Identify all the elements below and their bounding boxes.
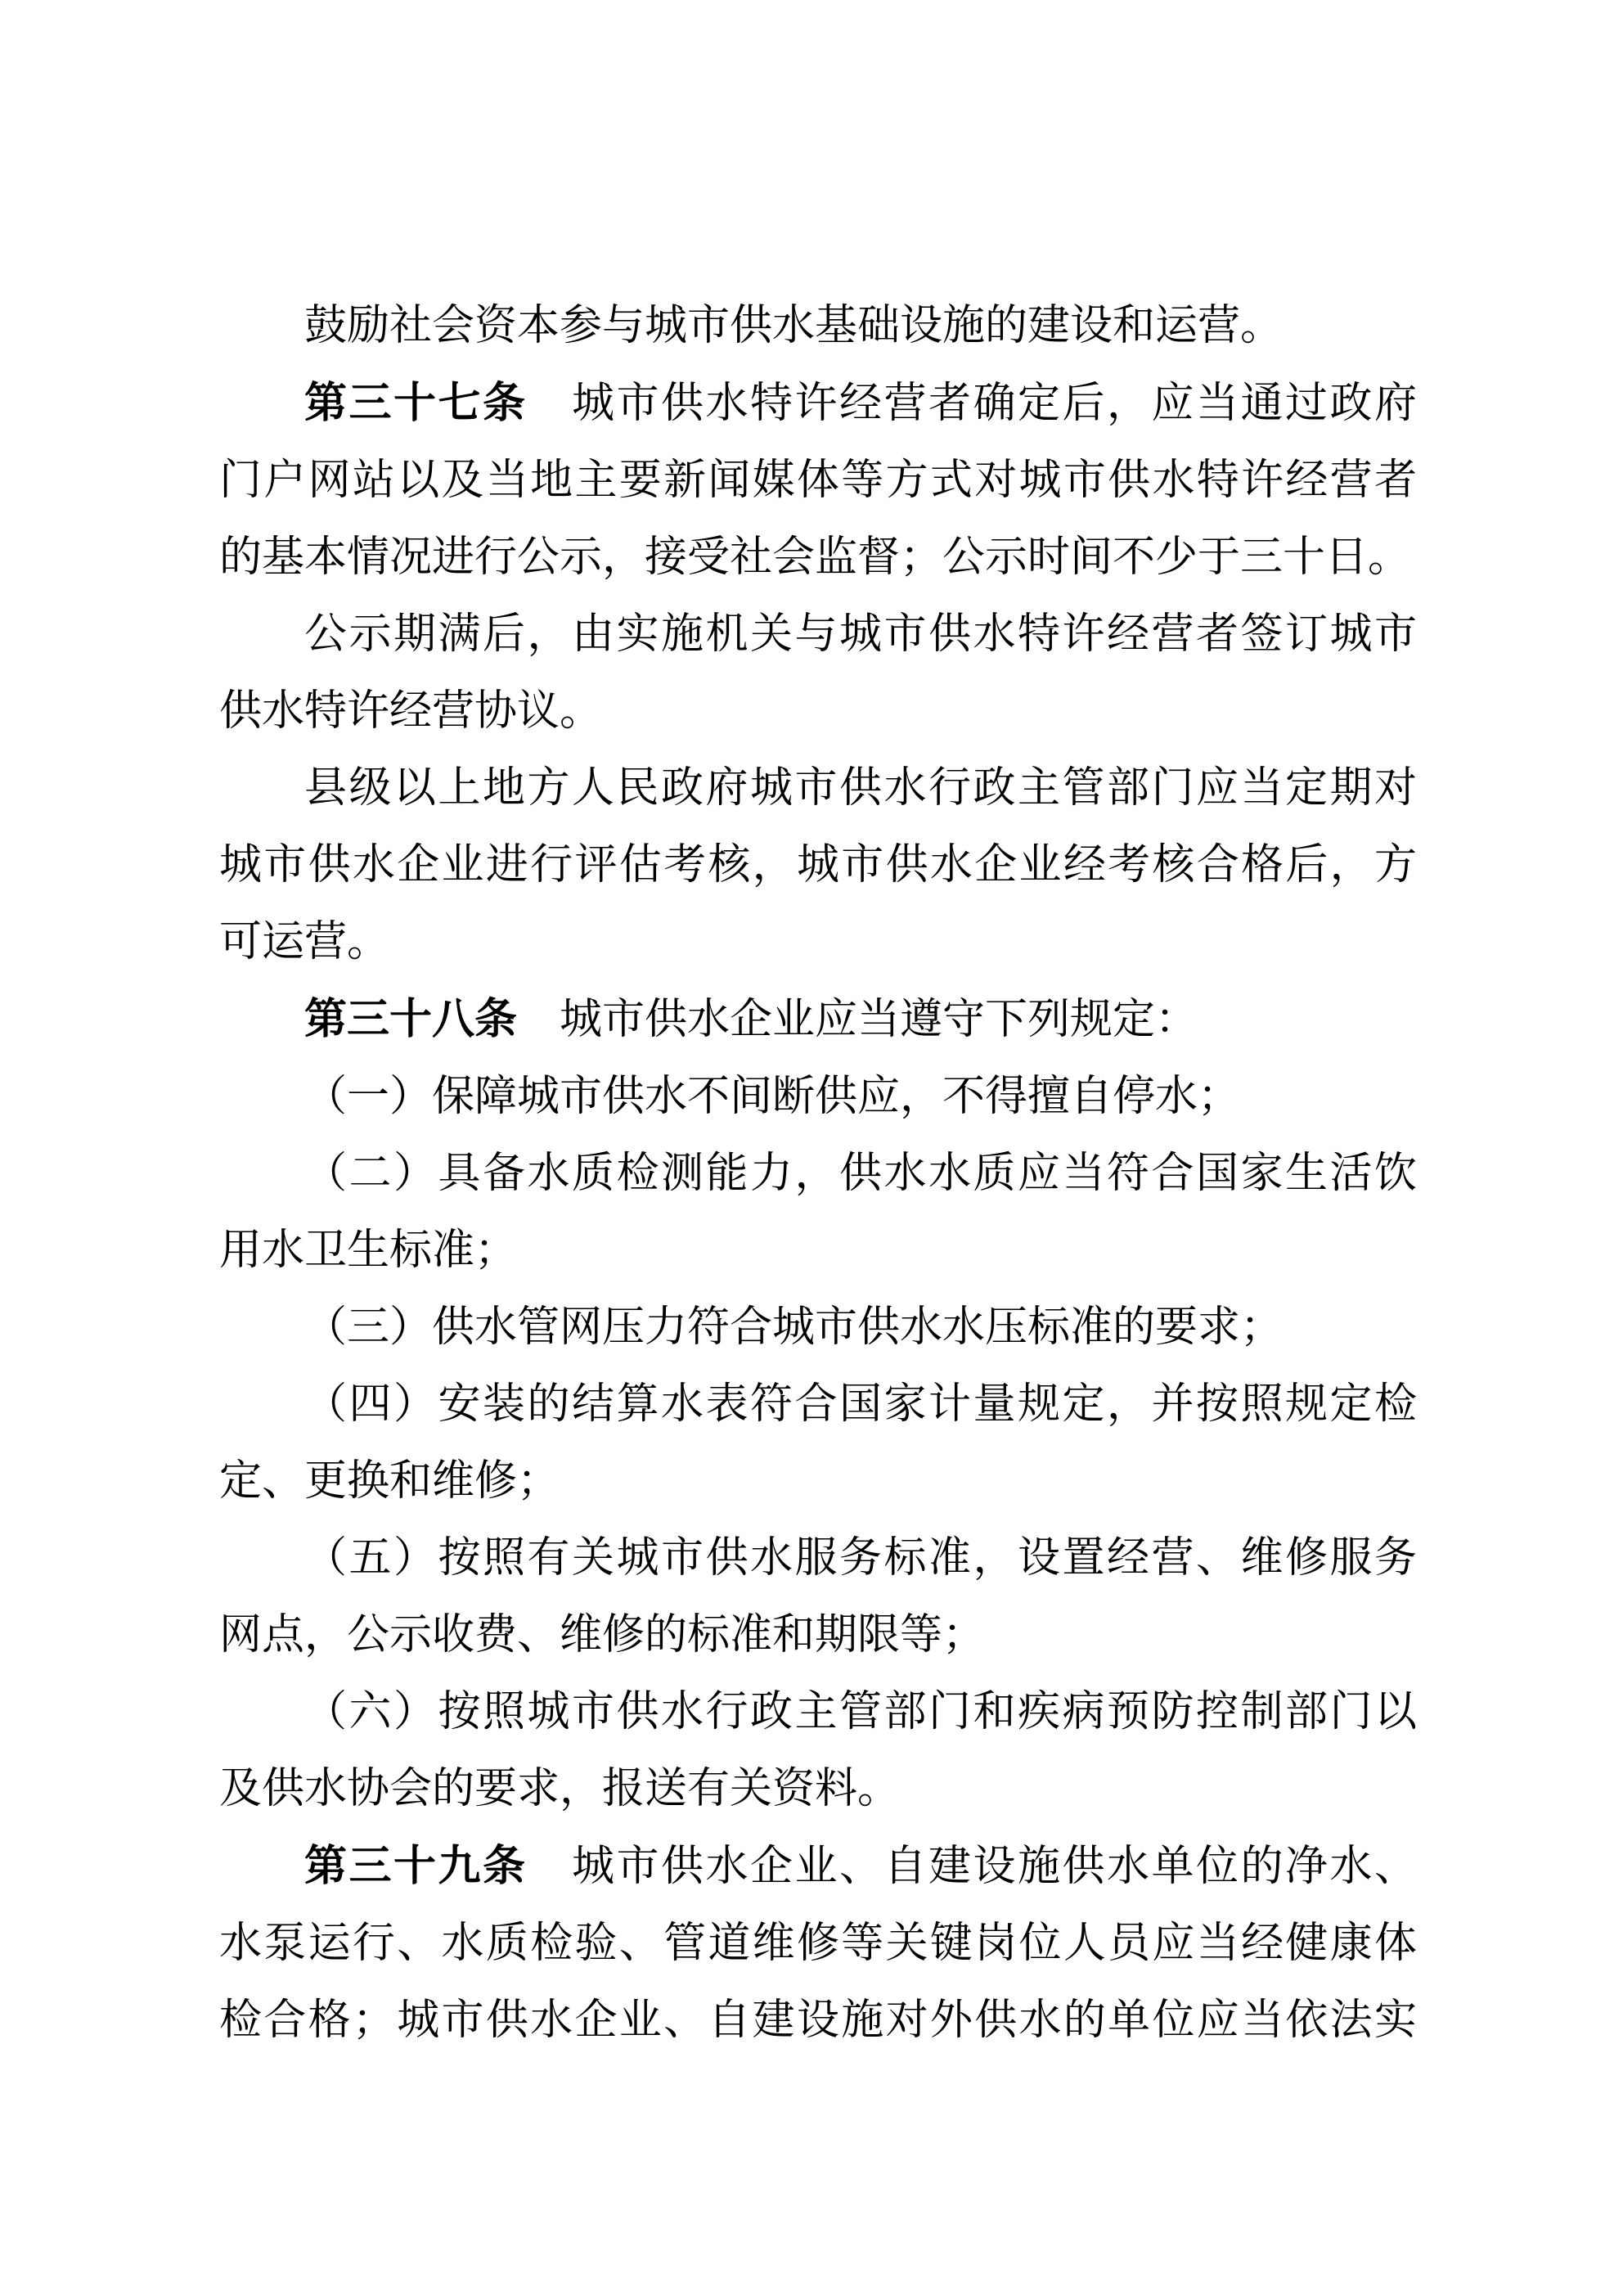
- line-text: 供水特许经营协议。: [219, 688, 603, 735]
- text-line: [219, 1674, 1417, 1751]
- body-paragraph: [219, 750, 1417, 981]
- body-paragraph: [219, 288, 1417, 365]
- text-line: [219, 1443, 1417, 1520]
- text-line: [219, 904, 1417, 981]
- line-text: 门户网站以及当地主要新闻媒体等方式对城市供水特许经营者: [219, 457, 1417, 504]
- line-text: （五）按照有关城市供水服务标准，设置经营、维修服务: [304, 1535, 1417, 1582]
- line-text: 城市供水企业、自建设施供水单位的净水、: [572, 1844, 1417, 1890]
- article-paragraph: [219, 981, 1417, 1059]
- line-text: 鼓励社会资本参与城市供水基础设施的建设和运营。: [304, 303, 1284, 349]
- text-line: [219, 1983, 1417, 2060]
- article-number-label: 第三十七条: [304, 380, 572, 427]
- line-text: （一）保障城市供水不间断供应，不得擅自停水；: [304, 1074, 1241, 1120]
- text-line: [219, 827, 1417, 904]
- line-text: 检合格；城市供水企业、自建设施对外供水的单位应当依法实: [219, 1997, 1417, 2044]
- line-text: 城市供水企业应当遵守下列规定：: [560, 997, 1198, 1043]
- line-text: （三）供水管网压力符合城市供水水压标准的要求；: [304, 1304, 1284, 1351]
- line-text: 水泵运行、水质检验、管道维修等关键岗位人员应当经健康体: [219, 1920, 1417, 1967]
- text-line: [219, 1828, 1417, 1906]
- line-text: （六）按照城市供水行政主管部门和疾病预防控制部门以: [304, 1689, 1417, 1736]
- line-text: 城市供水特许经营者确定后，应当通过政府: [572, 380, 1417, 427]
- line-text: （二）具备水质检测能力，供水水质应当符合国家生活饮: [304, 1150, 1417, 1197]
- text-line: [219, 1136, 1417, 1213]
- body-paragraph: [219, 1059, 1417, 1136]
- line-text: 的基本情况进行公示，接受社会监督；公示时间不少于三十日。: [219, 534, 1411, 581]
- text-line: [219, 597, 1417, 673]
- article-number-label: 第三十八条: [304, 996, 560, 1043]
- text-line: [219, 443, 1417, 520]
- article-paragraph: [219, 365, 1417, 597]
- article-paragraph: [219, 1828, 1417, 2060]
- line-text: 及供水协会的要求，报送有关资料。: [219, 1766, 901, 1812]
- text-line: [219, 1597, 1417, 1674]
- line-text: 公示期满后，由实施机关与城市供水特许经营者签订城市: [304, 611, 1417, 658]
- line-text: 县级以上地方人民政府城市供水行政主管部门应当定期对: [304, 765, 1417, 812]
- article-number-label: 第三十九条: [304, 1843, 572, 1890]
- text-line: [219, 1906, 1417, 1983]
- body-paragraph: [219, 1136, 1417, 1290]
- text-line: [219, 520, 1417, 597]
- text-line: [219, 1366, 1417, 1443]
- text-line: [219, 288, 1417, 365]
- body-paragraph: [219, 1366, 1417, 1520]
- body-paragraph: [219, 1674, 1417, 1828]
- line-text: 网点，公示收费、维修的标准和期限等；: [219, 1612, 986, 1659]
- line-text: 用水卫生标准；: [219, 1227, 518, 1274]
- line-text: 可运营。: [219, 919, 390, 966]
- line-text: 城市供水企业进行评估考核，城市供水企业经考核合格后，方: [219, 842, 1417, 889]
- line-text: 定、更换和维修；: [219, 1458, 560, 1505]
- text-line: [219, 1059, 1417, 1136]
- text-line: [219, 1520, 1417, 1597]
- text-line: [219, 1213, 1417, 1290]
- text-line: [219, 365, 1417, 443]
- text-line: [219, 673, 1417, 750]
- body-paragraph: [219, 1290, 1417, 1366]
- text-line: [219, 750, 1417, 827]
- text-line: [219, 981, 1417, 1059]
- text-line: [219, 1751, 1417, 1828]
- document-body: [219, 288, 1417, 2060]
- body-paragraph: [219, 1520, 1417, 1674]
- body-paragraph: [219, 597, 1417, 750]
- line-text: （四）安装的结算水表符合国家计量规定，并按照规定检: [304, 1381, 1417, 1428]
- text-line: [219, 1290, 1417, 1366]
